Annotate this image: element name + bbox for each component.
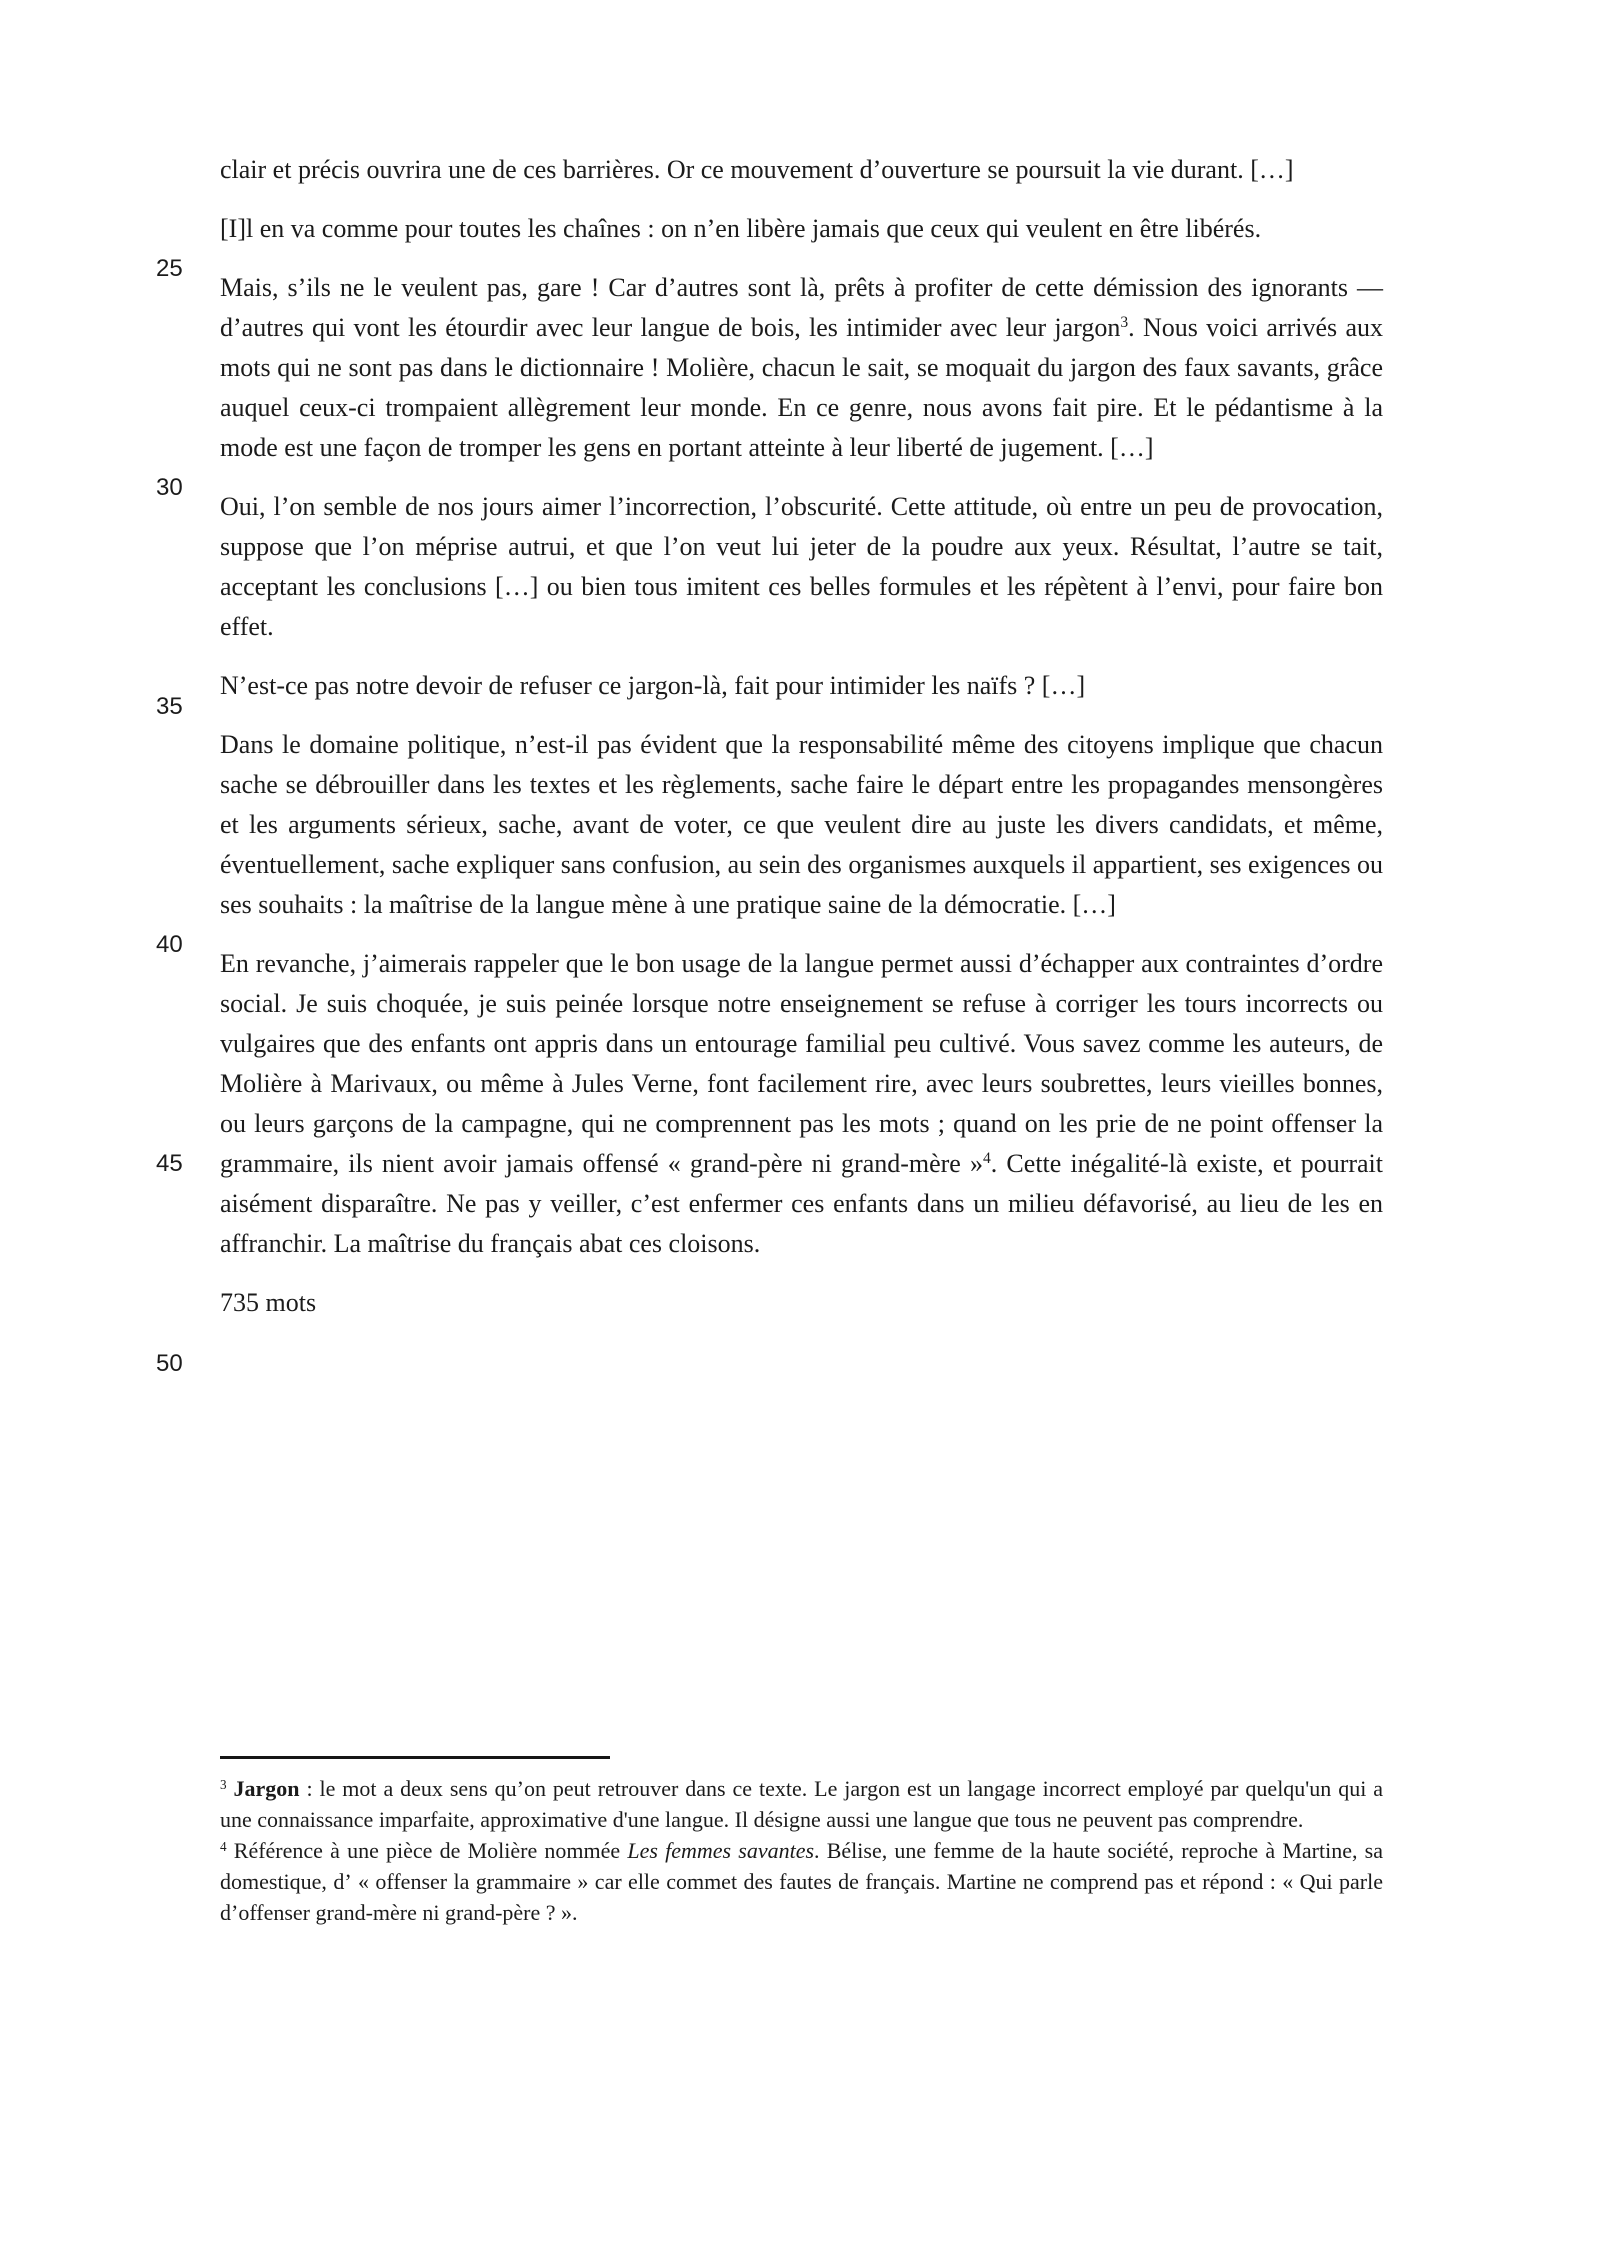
- line-number-45: 45: [156, 1150, 183, 1177]
- line-number-50: 50: [156, 1350, 183, 1377]
- line-number-30: 30: [156, 474, 183, 501]
- paragraph-5: N’est-ce pas notre devoir de refuser ce jargon-là, fait pour intimider les naïfs ? […]: [220, 671, 1086, 700]
- line-number-25: 25: [156, 255, 183, 282]
- paragraph-3: Mais, s’ils ne le veulent pas, gare ! Car d’autres sont là, prêts à profiter de cette démission des ignorants — d’autres qui vont les étourdir avec leur langue de bois, les intimider avec leur jargon$^3$. Nous voici arrivés aux mots qui ne sont pas dans le dictionnaire ! Molière, chacun le sait, se moquait du jargon des faux savants, grâce auquel ceux-ci trompaient allègrement leur monde. En ce genre, nous avons fait pire. Et le pédantisme à la mode est une façon de tromper les gens en portant atteinte à leur liberté de jugement. […]: [220, 273, 1383, 462]
- paragraph-7: En revanche, j’aimerais rappeler que le bon usage de la langue permet aussi d’échapper aux contraintes d’ordre social. Je suis choquée, je suis peinée lorsque notre enseignement se refuse à corriger les tours incorrects ou vulgaires que des enfants ont appris dans un entourage familial peu cultivé. Vous savez comme les auteurs, de Molière à Marivaux, ou même à Jules Verne, font facilement rire, avec leurs soubrettes, leurs vieilles bonnes, ou leurs garçons de la campagne, qui ne comprennent pas les mots ; quand on les prie de ne point offenser la grammaire, ils nient avoir jamais offensé « grand-père ni grand-mère »$^4$. Cette inégalité-là existe, et pourrait aisément disparaître. Ne pas y veiller, c’est enfermer ces enfants dans un milieu défavorisé, au lieu de les en affranchir. La maîtrise du français abat ces cloisons.: [220, 949, 1383, 1258]
- footnote-4: $^4$ Référence à une pièce de Molière nommée Les femmes savantes. Bélise, une femme de la haute société, reproche à Martine, sa domestique, d’ « offenser la grammaire » car elle commet des fautes de français. Martine ne comprend pas et répond : « Qui parle d’offenser grand-mère ni grand-père ? ».: [220, 1838, 1383, 1925]
- line-number-40: 40: [156, 931, 183, 958]
- footnote-3: $^3$ Jargon : le mot a deux sens qu’on peut retrouver dans ce texte. Le jargon est un langage incorrect employé par quelqu'un qui a une connaissance imparfaite, approximative d'une langue. Il désigne aussi une langue que tous ne peuvent pas comprendre.: [220, 1776, 1384, 1832]
- footnote-separator: [220, 1756, 610, 1759]
- footnote-section: [220, 1756, 1383, 1928]
- paragraph-6: Dans le domaine politique, n’est-il pas évident que la responsabilité même des citoyens implique que chacun sache se débrouiller dans les textes et les règlements, sache faire le départ entre les propagandes mensongères et les arguments sérieux, sache, avant de voter, ce que veulent dire au juste les divers candidats, et même, éventuellement, sache expliquer sans confusion, au sein des organismes auxquels il appartient, ses exigences ou ses souhaits : la maîtrise de la langue mène à une pratique saine de la démocratie. […]: [220, 730, 1383, 919]
- paragraph-4: Oui, l’on semble de nos jours aimer l’incorrection, l’obscurité. Cette attitude, où entre un peu de provocation, suppose que l’on méprise autrui, et que l’on veut lui jeter de la poudre aux yeux. Résultat, l’autre se tait, acceptant les conclusions […] ou bien tous imitent ces belles formules et les répètent à l’envi, pour faire bon effet.: [220, 492, 1383, 641]
- paragraph-2: [I]l en va comme pour toutes les chaînes : on n’en libère jamais que ceux qui veulent en être libérés.: [220, 214, 1262, 243]
- word-count: 735 mots: [220, 1288, 317, 1317]
- text-column: [220, 150, 1383, 1323]
- line-number-35: 35: [156, 693, 183, 720]
- paragraph-1: clair et précis ouvrira une de ces barrières. Or ce mouvement d’ouverture se poursuit la vie durant. […]: [220, 155, 1294, 184]
